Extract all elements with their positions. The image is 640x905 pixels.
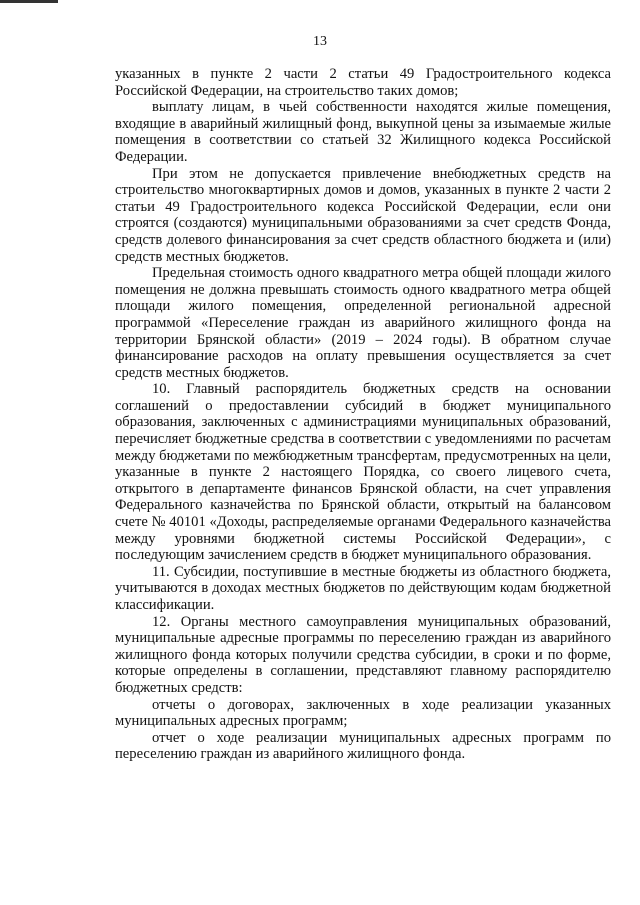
document-body — [115, 66, 611, 763]
paragraph-continuation: указанных в пункте 2 части 2 статьи 49 Градостроительного кодекса Российской Федерации, на строительство таких домов; — [115, 66, 611, 99]
paragraph-item-11: 11. Субсидии, поступившие в местные бюджеты из областного бюджета, учитываются в доходах местных бюджетов по действующим кодам бюджетной классификации. — [115, 563, 611, 613]
page-number: 13 — [313, 34, 327, 49]
paragraph-contracts-reports: отчеты о договорах, заключенных в ходе реализации указанных муниципальных адресных программ; — [115, 696, 611, 730]
paragraph-progress-report: отчет о ходе реализации муниципальных адресных программ по переселению граждан из аварийного жилищного фонда. — [115, 729, 611, 763]
paragraph-extrabudgetary-restriction: При этом не допускается привлечение внебюджетных средств на строительство многоквартирных домов и домов, указанных в пункте 2 части 2 статьи 49 Градостроительного кодекса Российской Федерации, если они строятся (создаются) муниципальными образованиями за счет средств Фонда, средств долевого финансирования за счет средств областного бюджета и (или) средств местных бюджетов. — [115, 165, 611, 265]
paragraph-item-10: 10. Главный распорядитель бюджетных средств на основании соглашений о предоставлении субсидий в бюджет муниципального образования, заключенных с администрациями муниципальных образований, перечисляет бюджетные средства в соответствии с уведомлениями по расчетам между бюджетами по межбюджетным трансфертам, предусмотренных на цели, указанные в пункте 2 настоящего Порядка, со своего лицевого счета, открытого в департаменте финансов Брянской области, на счет управления Федерального казначейства по Брянской области, открытый на балансовом счете № 40101 «Доходы, распределяемые органами Федерального казначейства между уровнями бюджетной системы Российской Федерации», с последующим зачислением средств в бюджет муниципального образования. — [115, 381, 611, 564]
paragraph-item-12: 12. Органы местного самоуправления муниципальных образований, муниципальные адресные программы по переселению граждан из аварийного жилищного фонда которых получили средства субсидии, в сроки и по форме, которые определены в соглашении, представляют главному распорядителю бюджетных средств: — [115, 613, 611, 696]
paragraph-buyout-payment: выплату лицам, в чьей собственности находятся жилые помещения, входящие в аварийный жилищный фонд, выкупной цены за изымаемые жилые помещения в соответствии со статьей 32 Жилищного кодекса Российской Федерации. — [115, 99, 611, 165]
top-edge-rule — [0, 0, 58, 3]
paragraph-max-cost: Предельная стоимость одного квадратного метра общей площади жилого помещения не должна превышать стоимость одного квадратного метра общей площади жилого помещения, определенной региональной адресной программой «Переселение граждан из аварийного жилищного фонда на территории Брянской области» (2019 – 2024 годы). В обратном случае финансирование расходов на оплату превышения осуществляется за счет средств местных бюджетов. — [115, 265, 611, 381]
